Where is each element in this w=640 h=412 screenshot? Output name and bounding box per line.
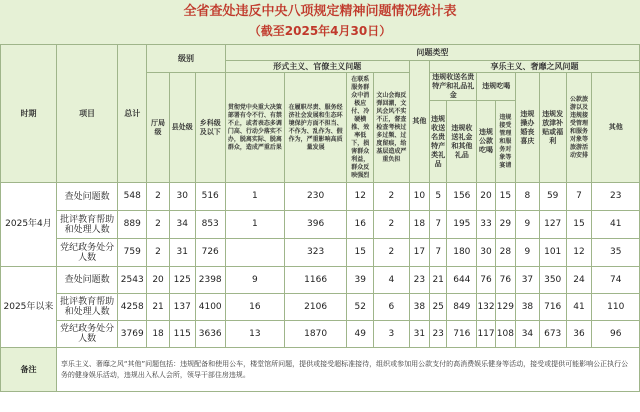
cell: 28 xyxy=(495,239,515,267)
cell: 15 xyxy=(347,239,374,267)
cell: 49 xyxy=(347,321,374,348)
header-subsidy: 违规发放津补贴或福利 xyxy=(539,73,566,183)
cell: 18 xyxy=(147,321,170,348)
cell: 110 xyxy=(592,294,640,321)
cell: 76 xyxy=(495,267,515,294)
header-formalism-1: 贯彻党中央重大决策部署有令不行、有禁不止，或者表态多调门高、行动少落实不办，脱离实际、脱离群众，造成严重后果 xyxy=(225,73,284,183)
cell: 117 xyxy=(477,321,495,348)
header-problem-type: 问题类型 xyxy=(225,45,639,61)
table-title xyxy=(0,0,640,44)
cell: 125 xyxy=(169,267,195,294)
header-formalism-2: 在履职尽责、服务经济社会发展和生态环境保护方面不担当、不作为、乱作为、假作为，严重影响高质量发展 xyxy=(284,73,346,183)
cell: 41 xyxy=(592,211,640,239)
header-formalism: 形式主义、官僚主义问题 xyxy=(225,61,409,73)
header-period: 时期 xyxy=(1,45,57,183)
row-item: 党纪政务处分人数 xyxy=(56,321,117,348)
cell: 25 xyxy=(430,294,447,321)
cell: 716 xyxy=(447,321,477,348)
header-formalism-4: 文山会海反弹回潮，文风会风不实不正，督查检查考核过多过频、过度留痕，给基层造成严重负担 xyxy=(374,73,409,183)
cell: 4258 xyxy=(118,294,147,321)
cell: 849 xyxy=(447,294,477,321)
cell: 9 xyxy=(516,239,540,267)
cell: 23 xyxy=(592,183,640,211)
row-item: 查处问题数 xyxy=(56,267,117,294)
cell: 18 xyxy=(409,211,429,239)
cell: 759 xyxy=(118,239,147,267)
cell: 15 xyxy=(566,211,592,239)
cell: 3636 xyxy=(195,321,225,348)
cell: 7 xyxy=(566,183,592,211)
cell: 2 xyxy=(147,211,170,239)
header-level-xian: 县处级 xyxy=(169,73,195,183)
row-item: 批评教育帮助和处理人数 xyxy=(56,294,117,321)
cell: 2106 xyxy=(284,294,346,321)
cell: 30 xyxy=(169,183,195,211)
cell: 2 xyxy=(374,211,409,239)
cell: 34 xyxy=(516,321,540,348)
cell: 74 xyxy=(592,267,640,294)
cell: 23 xyxy=(430,321,447,348)
header-hedonism: 享乐主义、奢靡之风问题 xyxy=(430,61,640,73)
header-gift-group: 违规收送名贵特产和礼品礼金 xyxy=(430,73,477,101)
period-ytd: 2025年以来 xyxy=(1,267,57,348)
header-total: 总计 xyxy=(118,45,147,183)
cell: 24 xyxy=(566,267,592,294)
cell: 38 xyxy=(409,294,429,321)
cell: 350 xyxy=(539,267,566,294)
cell: 853 xyxy=(195,211,225,239)
cell: 31 xyxy=(409,321,429,348)
header-travel: 公款旅游以及违规接受管理和服务对象等旅游活动安排 xyxy=(566,73,592,183)
cell: 17 xyxy=(409,239,429,267)
cell: 7 xyxy=(430,239,447,267)
cell: 1 xyxy=(225,211,284,239)
cell: 548 xyxy=(118,183,147,211)
cell: 96 xyxy=(592,321,640,348)
cell: 76 xyxy=(477,267,495,294)
cell: 10 xyxy=(409,183,429,211)
cell: 59 xyxy=(539,183,566,211)
note-text: 享乐主义、奢靡之风“其他”问题包括：违规配备和使用公车，楼堂馆所问题，提供或接受超标准接待，组织或参加用公款支付的高消费娱乐健身等活动，接受或提供可能影响公正执行公务的健身娱乐活动，违规出入私人会所，领导干部住房违规。 xyxy=(56,348,639,392)
cell: 39 xyxy=(347,267,374,294)
cell: 41 xyxy=(566,294,592,321)
cell: 4100 xyxy=(195,294,225,321)
cell: 129 xyxy=(495,294,515,321)
cell: 9 xyxy=(225,267,284,294)
cell: 230 xyxy=(284,183,346,211)
title-date: （截至2025年4月30日） xyxy=(248,24,392,38)
cell: 30 xyxy=(477,239,495,267)
cell: 21 xyxy=(147,294,170,321)
cell: 33 xyxy=(477,211,495,239)
cell: 12 xyxy=(566,239,592,267)
cell: 23 xyxy=(409,267,429,294)
cell: 36 xyxy=(566,321,592,348)
cell: 7 xyxy=(430,211,447,239)
header-gift-1: 违规收送名贵特产类礼品 xyxy=(430,101,447,183)
header-wedding: 违规操办婚丧喜庆 xyxy=(516,73,540,183)
cell: 516 xyxy=(195,183,225,211)
period-april: 2025年4月 xyxy=(1,183,57,267)
cell: 726 xyxy=(195,239,225,267)
cell: 132 xyxy=(477,294,495,321)
cell: 6 xyxy=(374,294,409,321)
cell: 3 xyxy=(374,321,409,348)
cell: 21 xyxy=(430,267,447,294)
header-other-formalism: 其他 xyxy=(409,61,429,183)
note-label: 备注 xyxy=(1,348,57,392)
cell: 29 xyxy=(495,211,515,239)
cell: 2398 xyxy=(195,267,225,294)
header-level-xiang: 乡科级及以下 xyxy=(195,73,225,183)
header-item: 项目 xyxy=(56,45,117,183)
cell: 4 xyxy=(374,267,409,294)
cell: 156 xyxy=(447,183,477,211)
cell: 2543 xyxy=(118,267,147,294)
header-formalism-3: 在联系服务群众中消极应付、冷硬横推、效率低下，损害群众利益，群众反映强烈 xyxy=(347,73,374,183)
row-item: 党纪政务处分人数 xyxy=(56,239,117,267)
cell: 2 xyxy=(374,239,409,267)
header-level-ting: 厅局级 xyxy=(147,73,170,183)
cell: 15 xyxy=(495,183,515,211)
cell xyxy=(225,239,284,267)
title-main: 全省查处违反中央八项规定精神问题情况统计表 xyxy=(183,4,457,19)
cell: 37 xyxy=(516,267,540,294)
header-meal-1: 违规公款吃喝 xyxy=(477,101,495,183)
cell: 35 xyxy=(592,239,640,267)
row-item: 批评教育帮助和处理人数 xyxy=(56,211,117,239)
cell: 101 xyxy=(539,239,566,267)
cell: 673 xyxy=(539,321,566,348)
header-gift-2: 违规收送礼金和其他礼品 xyxy=(447,101,477,183)
cell: 2 xyxy=(374,183,409,211)
cell: 20 xyxy=(147,267,170,294)
cell: 108 xyxy=(495,321,515,348)
cell: 9 xyxy=(516,211,540,239)
cell: 323 xyxy=(284,239,346,267)
header-meal-2: 违规接受管理和服务对象等宴请 xyxy=(495,101,515,183)
cell: 3769 xyxy=(118,321,147,348)
cell: 1 xyxy=(225,183,284,211)
cell: 34 xyxy=(169,211,195,239)
cell: 31 xyxy=(169,239,195,267)
cell: 137 xyxy=(169,294,195,321)
cell: 1870 xyxy=(284,321,346,348)
cell: 52 xyxy=(347,294,374,321)
cell: 127 xyxy=(539,211,566,239)
cell: 16 xyxy=(225,294,284,321)
header-level: 级别 xyxy=(147,45,226,73)
cell: 115 xyxy=(169,321,195,348)
header-other-hedonism: 其他 xyxy=(592,73,640,183)
cell: 20 xyxy=(477,183,495,211)
cell: 13 xyxy=(225,321,284,348)
cell: 889 xyxy=(118,211,147,239)
cell: 1166 xyxy=(284,267,346,294)
cell: 38 xyxy=(516,294,540,321)
stats-table xyxy=(0,44,640,392)
cell: 195 xyxy=(447,211,477,239)
row-item: 查处问题数 xyxy=(56,183,117,211)
cell: 8 xyxy=(516,183,540,211)
cell: 12 xyxy=(347,183,374,211)
cell: 180 xyxy=(447,239,477,267)
cell: 5 xyxy=(430,183,447,211)
cell: 716 xyxy=(539,294,566,321)
cell: 2 xyxy=(147,239,170,267)
cell: 2 xyxy=(147,183,170,211)
cell: 644 xyxy=(447,267,477,294)
cell: 396 xyxy=(284,211,346,239)
header-meal-group: 违规吃喝 xyxy=(477,73,516,101)
cell: 16 xyxy=(347,211,374,239)
